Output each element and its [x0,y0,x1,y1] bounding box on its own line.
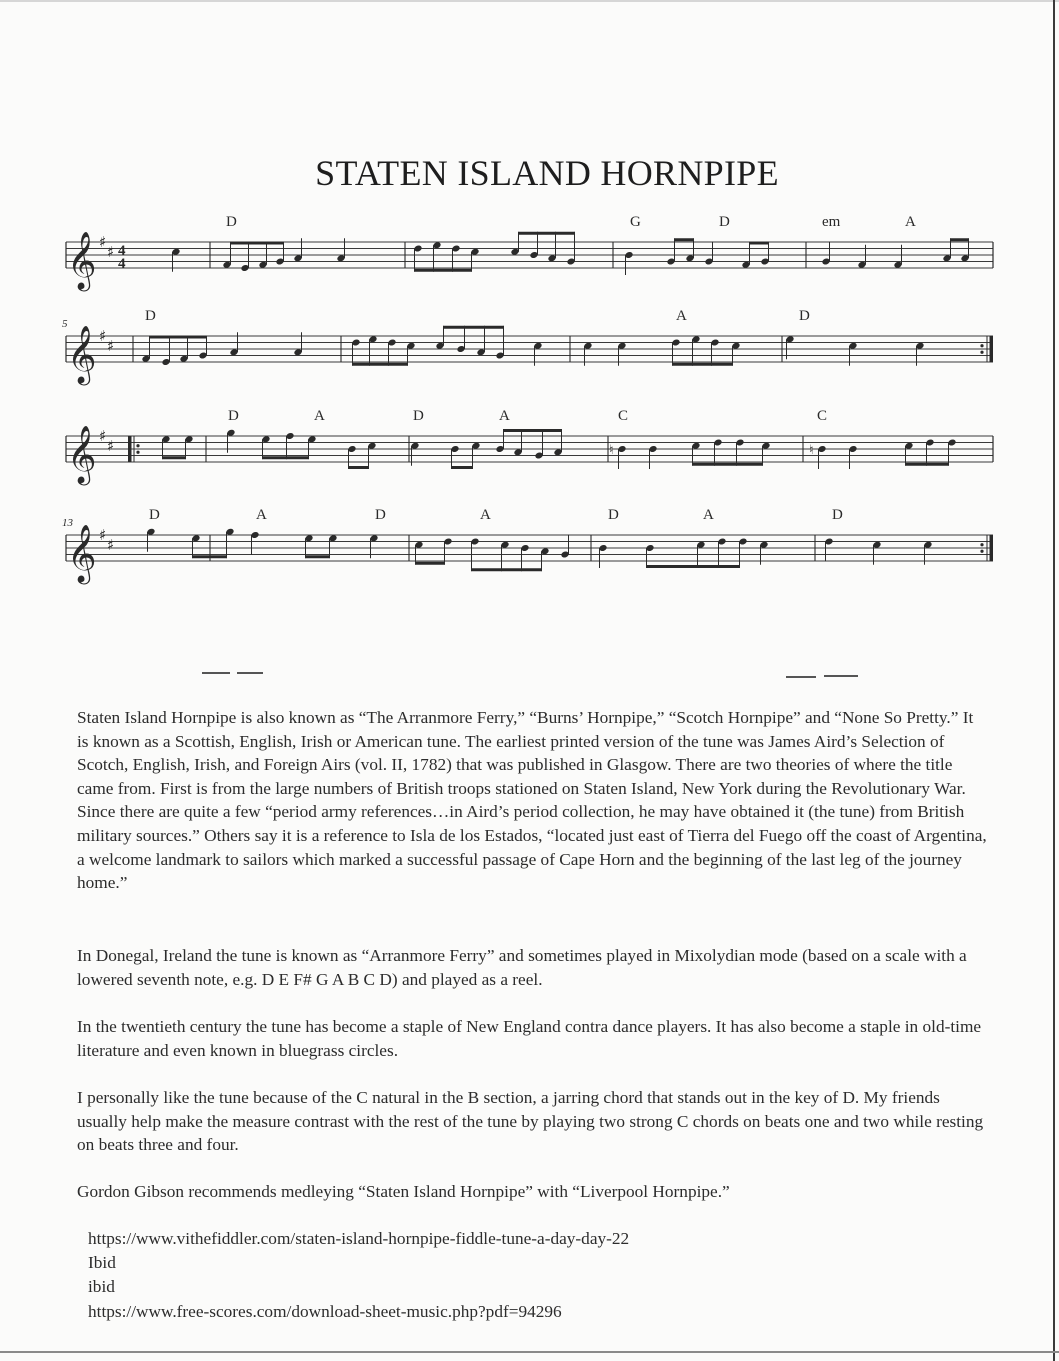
donegal-paragraph: In Donegal, Ireland the tune is known as “Arranmore Ferry” and sometimes played in Mixolydian mode (based on a scale with a lowered seventh note, e.g. D E F# G A B C D) and played as a reel. [77,946,967,989]
note-beam [231,242,284,245]
thick-barline [128,436,132,462]
chord-symbol: A [499,408,510,424]
repeat-dot [980,543,983,546]
note-beam [163,456,186,459]
thick-barline [990,336,994,362]
chord-symbol: A [480,507,491,523]
sharp-icon: ♯ [107,242,115,261]
sharp-icon: ♯ [107,436,115,455]
chord-symbol: A [676,308,687,324]
treble-clef-icon: 𝄞 [67,325,97,383]
contra-dance-paragraph: In the twentieth century the tune has become a staple of New England contra dance players. It has also become a staple in old-time literature and even known in bluegrass circles. [77,1017,982,1060]
reference-item: https://www.free-scores.com/download-sheet-music.php?pdf=94296 [88,1301,562,1321]
separator-dash [786,676,816,678]
separator-dash [202,672,230,674]
chord-symbol: D [608,507,619,523]
treble-clef-icon: 𝄞 [67,231,97,289]
reference-item: ibid [88,1277,115,1297]
note-beam [504,429,562,432]
repeat-dot [980,344,983,347]
note-beam [150,336,207,339]
sharp-icon: ♯ [107,535,115,554]
measure-number: 5 [62,318,68,330]
chord-symbol: A [905,214,916,230]
repeat-dot [136,451,139,454]
repeat-dot [136,444,139,447]
reference-item: https://www.vithefiddler.com/staten-island-hornpipe-fiddle-tune-a-day-day-22 [88,1229,630,1248]
chord-symbol: A [703,507,714,523]
page-title: STATEN ISLAND HORNPIPE [315,153,779,193]
chord-symbol: C [817,408,828,424]
sharp-icon: ♯ [99,233,107,251]
separator-dash [237,672,263,674]
sheet-music [0,0,1059,620]
time-signature-bottom: 4 [118,256,126,272]
sharp-icon: ♯ [99,327,107,345]
chord-symbol: D [832,507,843,523]
note-beam [444,326,504,329]
separator-dash [824,675,858,677]
chord-symbol: D [719,214,730,230]
note-beam [349,466,369,469]
chord-symbol: D [375,507,386,523]
chord-symbol: D [413,408,424,424]
natural-icon: ♮ [809,443,814,458]
repeat-dot [980,351,983,354]
chord-symbol: D [145,308,156,324]
sharp-icon: ♯ [99,427,107,445]
note-beam [416,562,445,565]
chord-symbol: D [228,408,239,424]
chord-symbol: em [822,214,841,230]
note-beam [415,269,472,272]
note-beam [647,565,740,568]
chord-symbol: A [256,507,267,523]
repeat-dot [980,550,983,553]
time-signature-top: 4 [118,243,126,259]
chord-symbol: G [630,214,641,230]
chord-symbol: A [314,408,325,424]
note-beam [472,568,542,571]
note-beam [193,555,227,558]
note-beam [906,463,949,466]
note-beam [750,242,769,245]
note-beam [452,466,473,469]
chord-symbol: D [226,214,237,230]
treble-clef-icon: 𝄞 [67,425,97,483]
references [88,1227,629,1324]
note-beam [263,456,309,459]
history-paragraph: Staten Island Hornpipe is also known as “The Arranmore Ferry,” “Burns’ Hornpipe,” “Scotch Hornpipe” and “None So Pretty.” It is known as a Scottish, English, Irish or American tune. The earliest printed version of the tune was James Aird’s Selection of Scotch, English, Irish, and Foreign Airs (vol. II, 1782) that was published in Glasgow. There are two theories of where the title came from. First is from the large numbers of British troops stationed on Staten Island, New York during the Revolutionary War. Since there are quite a few “period army references…in Aird’s period collection, he may have obtained it (the tune) from British military sources.” Others say it is a reference to Isla de los Estados, “located just east of Tierra del Fuego off the coast of Argentina, a welcome landmark to sailors which marked a successful passage of Cape Horn and the beginning of the last leg of the journey home.” [77,708,987,893]
chord-symbol: D [149,507,160,523]
measure-number: 13 [62,517,73,529]
natural-icon: ♮ [609,443,614,458]
medley-paragraph: Gordon Gibson recommends medleying “Staten Island Hornpipe” with “Liverpool Hornpipe.” [77,1182,730,1201]
note-beam [673,363,733,366]
reference-item: Ibid [88,1253,116,1273]
note-beam [519,232,575,235]
treble-clef-icon: 𝄞 [67,524,97,582]
scan-edge-bottom [0,1351,1059,1353]
sharp-icon: ♯ [107,336,115,355]
note-beam [951,238,969,241]
chord-symbol: C [618,408,629,424]
note-beam [675,238,694,241]
chord-symbol: D [799,308,810,324]
note-beam [306,555,330,558]
sharp-icon: ♯ [99,526,107,544]
personal-note-paragraph: I personally like the tune because of the C natural in the B section, a jarring chord that stands out in the key of D. My friends usually help make the measure contrast with the rest of the tune by playing two strong C chords on beats one and two while resting on beats three and four. [77,1088,984,1155]
note-beam [353,363,408,366]
thick-barline [990,535,994,561]
note-beam [693,463,763,466]
